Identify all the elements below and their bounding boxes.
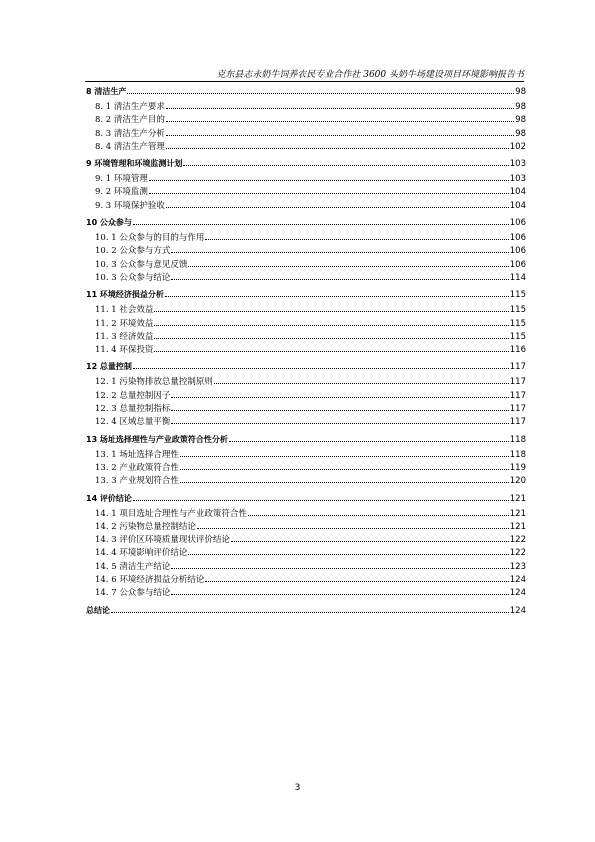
- toc-page-number: 117: [509, 417, 526, 428]
- toc-section-entry[interactable]: [86, 474, 526, 487]
- toc-section-title: 12. 2 总量控制因子: [95, 390, 171, 401]
- toc-section-title: 11. 2 环境效益: [95, 318, 154, 329]
- toc-leader-dots: [133, 499, 509, 501]
- toc-page-number: 115: [509, 331, 526, 342]
- toc-section-title: 8. 1 清洁生产要求: [95, 102, 165, 112]
- toc-page-number: 104: [509, 187, 526, 198]
- toc-page-number: 124: [509, 605, 526, 616]
- toc-chapter-title: 10 公众参与: [86, 218, 132, 228]
- toc-leader-dots: [166, 134, 514, 136]
- toc-section-title: 10. 3 公众参与意见反馈: [95, 259, 188, 270]
- toc-page-number: 121: [509, 508, 526, 519]
- toc-section-entry[interactable]: [86, 343, 526, 356]
- toc-leader-dots: [180, 481, 509, 483]
- toc-leader-dots: [166, 120, 514, 122]
- toc-section-entry[interactable]: [86, 546, 526, 559]
- toc-section-title: 10. 1 公众参与的目的与作用: [95, 233, 205, 244]
- toc-page-number: 104: [509, 200, 526, 211]
- page-number: 3: [294, 783, 301, 793]
- toc-page-number: 120: [509, 476, 526, 487]
- toc-leader-dots: [154, 310, 508, 312]
- toc-chapter-title: 8 清洁生产: [86, 87, 127, 96]
- toc-section-entry[interactable]: [86, 231, 526, 244]
- toc-section-title: 10. 3 公众参与结论: [95, 272, 171, 283]
- toc-section-title: 12. 1 污染物排放总量控制原则: [95, 377, 213, 388]
- toc-leader-dots: [248, 514, 509, 516]
- toc-section-title: 8. 2 清洁生产目的: [95, 115, 165, 126]
- toc-leader-dots: [197, 527, 509, 529]
- toc-section-entry[interactable]: [86, 560, 526, 573]
- toc-section-title: 13. 1 场址选择合理性: [95, 449, 179, 460]
- toc-section-title: 14. 3 评价区环境质量现状评价结论: [95, 535, 230, 546]
- toc-leader-dots: [171, 278, 508, 280]
- toc-section-title: 13. 3 产业规划符合性: [95, 476, 179, 487]
- toc-section-entry[interactable]: [86, 507, 526, 520]
- toc-leader-dots: [171, 409, 508, 411]
- toc-section-entry[interactable]: [86, 448, 526, 461]
- toc-section-title: 14. 7 公众参与结论: [95, 588, 171, 599]
- toc-section-title: 12. 3 总量控制指标: [95, 404, 171, 415]
- toc-chapter-entry[interactable]: [86, 289, 526, 303]
- toc-page-number: 115: [509, 305, 526, 316]
- toc-section-entry[interactable]: [86, 375, 526, 388]
- toc-page-number: 103: [509, 174, 526, 185]
- toc-leader-dots: [180, 455, 509, 457]
- toc-section-title: 14. 5 清洁生产结论: [95, 561, 171, 572]
- toc-section-title: 9. 1 环境管理: [95, 174, 148, 185]
- toc-page-number: 122: [509, 535, 526, 546]
- toc-leader-dots: [165, 295, 509, 297]
- toc-section-title: 8. 4 清洁生产管理: [95, 141, 165, 152]
- toc-page-number: 115: [509, 290, 526, 301]
- running-header: 克东县志永奶牛饲养农民专业合作社 3600 头奶牛场建设项目环境影响报告书: [216, 70, 524, 80]
- toc-leader-dots: [133, 367, 509, 369]
- header-rule: [85, 81, 524, 82]
- toc-chapter-title: 13 场址选择理性与产业政策符合性分析: [86, 434, 228, 444]
- toc-section-entry[interactable]: [86, 330, 526, 343]
- toc-chapter-entry[interactable]: [86, 493, 526, 507]
- toc-section-entry[interactable]: [86, 533, 526, 546]
- toc-page-number: 106: [509, 259, 526, 270]
- toc-section-title: 14. 2 污染物总量控制结论: [95, 521, 196, 532]
- toc-section-title: 9. 2 环境监测: [95, 187, 148, 198]
- toc-leader-dots: [166, 107, 514, 109]
- toc-page-number: 121: [509, 493, 526, 504]
- toc-leader-dots: [166, 206, 509, 208]
- toc-section-entry[interactable]: [86, 172, 526, 185]
- toc-section-entry[interactable]: [86, 100, 526, 113]
- toc-page-number: 98: [515, 87, 526, 97]
- toc-page-number: 106: [509, 233, 526, 244]
- toc-section-entry[interactable]: [86, 271, 526, 284]
- toc-section-entry[interactable]: [86, 573, 526, 586]
- toc-page-number: 116: [509, 345, 526, 356]
- toc-leader-dots: [171, 422, 508, 424]
- toc-section-entry[interactable]: [86, 258, 526, 271]
- toc-chapter-title: 12 总量控制: [86, 362, 132, 372]
- toc-page-number: 123: [509, 561, 526, 572]
- toc-section-entry[interactable]: [86, 415, 526, 428]
- toc-leader-dots: [205, 580, 508, 582]
- toc-section-title: 14. 6 环境经济损益分析结论: [95, 575, 205, 586]
- toc-section-entry[interactable]: [86, 461, 526, 474]
- toc-leader-dots: [180, 468, 509, 470]
- toc-page-number: 117: [509, 377, 526, 388]
- toc-page-number: 118: [509, 449, 526, 460]
- toc-leader-dots: [166, 147, 509, 149]
- toc-section-entry[interactable]: [86, 303, 526, 316]
- toc-leader-dots: [231, 540, 509, 542]
- toc-page-number: 115: [509, 318, 526, 329]
- toc-section-entry[interactable]: [86, 199, 526, 212]
- toc-page-number: 124: [509, 588, 526, 599]
- toc-leader-dots: [171, 593, 508, 595]
- toc-chapter-title: 11 环境经济损益分析: [86, 290, 164, 300]
- toc-page-number: 117: [509, 362, 526, 373]
- toc-page-number: 114: [509, 272, 526, 283]
- table-of-contents: [86, 86, 526, 619]
- toc-section-title: 14. 1 项目选址合理性与产业政策符合性: [95, 508, 247, 519]
- toc-page-number: 118: [509, 434, 526, 445]
- toc-section-entry[interactable]: [86, 127, 526, 140]
- toc-leader-dots: [149, 192, 509, 194]
- toc-page-number: 106: [509, 218, 526, 229]
- toc-leader-dots: [171, 396, 508, 398]
- toc-section-title: 8. 3 清洁生产分析: [95, 128, 165, 139]
- toc-page-number: 122: [509, 548, 526, 559]
- toc-leader-dots: [127, 92, 514, 94]
- toc-page-number: 98: [515, 102, 526, 112]
- toc-page-number: 102: [509, 141, 526, 152]
- toc-section-title: 14. 4 环境影响评价结论: [95, 548, 188, 559]
- toc-chapter-entry[interactable]: [86, 361, 526, 375]
- toc-leader-dots: [111, 611, 509, 613]
- toc-page-number: 119: [509, 462, 526, 473]
- toc-leader-dots: [214, 382, 509, 384]
- toc-chapter-entry[interactable]: [86, 605, 526, 619]
- toc-page-number: 121: [509, 521, 526, 532]
- toc-leader-dots: [188, 265, 508, 267]
- toc-chapter-title: 14 评价结论: [86, 493, 132, 503]
- toc-section-entry[interactable]: [86, 113, 526, 126]
- toc-page-number: 98: [515, 128, 526, 139]
- toc-leader-dots: [171, 567, 508, 569]
- toc-page-number: 124: [509, 575, 526, 586]
- toc-chapter-entry[interactable]: [86, 86, 526, 100]
- toc-leader-dots: [154, 324, 508, 326]
- toc-section-title: 10. 2 公众参与方式: [95, 246, 171, 257]
- toc-leader-dots: [154, 337, 508, 339]
- toc-section-title: 13. 2 产业政策符合性: [95, 462, 179, 473]
- toc-section-entry[interactable]: [86, 244, 526, 257]
- toc-page-number: 98: [515, 115, 526, 126]
- toc-chapter-entry[interactable]: [86, 434, 526, 448]
- toc-section-title: 11. 3 经济效益: [95, 331, 154, 342]
- toc-leader-dots: [188, 553, 508, 555]
- toc-section-entry[interactable]: [86, 520, 526, 533]
- toc-leader-dots: [133, 223, 509, 225]
- toc-page-number: 106: [509, 246, 526, 257]
- toc-leader-dots: [205, 238, 508, 240]
- toc-section-title: 12. 4 区域总量平衡: [95, 417, 171, 428]
- toc-section-title: 9. 3 环境保护验收: [95, 200, 165, 211]
- toc-page-number: 117: [509, 404, 526, 415]
- toc-section-entry[interactable]: [86, 140, 526, 153]
- toc-section-title: 11. 1 社会效益: [95, 305, 154, 316]
- toc-section-title: 11. 4 环保投资: [95, 345, 154, 356]
- toc-leader-dots: [183, 164, 508, 166]
- toc-leader-dots: [229, 440, 509, 442]
- toc-page-number: 117: [509, 390, 526, 401]
- toc-section-entry[interactable]: [86, 586, 526, 599]
- toc-section-entry[interactable]: [86, 317, 526, 330]
- toc-leader-dots: [171, 251, 508, 253]
- toc-chapter-entry[interactable]: [86, 158, 526, 172]
- toc-chapter-title: 总结论: [86, 605, 110, 615]
- toc-section-entry[interactable]: [86, 402, 526, 415]
- toc-chapter-title: 9 环境管理和环境监测计划: [86, 159, 183, 169]
- toc-chapter-entry[interactable]: [86, 217, 526, 231]
- toc-section-entry[interactable]: [86, 185, 526, 198]
- toc-leader-dots: [154, 350, 508, 352]
- toc-section-entry[interactable]: [86, 389, 526, 402]
- toc-page-number: 103: [509, 159, 526, 170]
- toc-leader-dots: [149, 179, 509, 181]
